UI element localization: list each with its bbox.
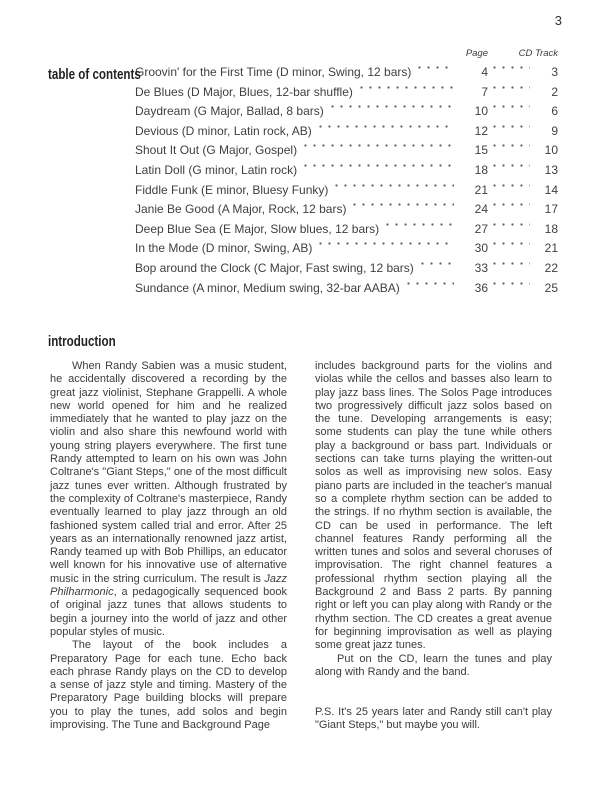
intro-right-column xyxy=(315,360,552,733)
toc-entry-cd-track-number: 14 xyxy=(544,182,558,197)
paragraph-text: When Randy Sabien was a music student, he accidentally discovered a recording by the great jazz violinist, Stephane Grappelli. A whole new world opened for him and he realized immediately that he wanted to play jazz on the violin and also share this newfound world with young string players everywhere. The first tune Randy attempted to learn on his own was John Coltrane's "Giant Steps," one of the most difficult jazz tunes ever written. Although frustrated by the complexity of Coltrane's masterpiece, Randy eventually learned to play jazz through an old fashioned system called trial and error. After 25 years as an internationally renowned jazz artist, Randy teamed up with Bob Phillips, an educator well known for his innovative use of alternative music in the string curriculum. The result is xyxy=(50,360,287,585)
toc-entry-title: De Blues (D Major, Blues, 12-bar shuffle) xyxy=(135,84,353,99)
dot-leader xyxy=(490,239,530,259)
toc-entry-title: Devious (D minor, Latin rock, AB) xyxy=(135,123,312,138)
toc-entry-row xyxy=(135,141,558,161)
toc-page-column-label: Page xyxy=(465,48,488,59)
dot-leader xyxy=(350,200,454,220)
dot-leader xyxy=(383,220,454,240)
toc-entry-cd-track-number: 6 xyxy=(551,104,558,119)
toc-entry-row xyxy=(135,63,558,83)
dot-leader xyxy=(490,102,530,122)
dot-leader xyxy=(490,220,530,240)
toc-entry-title: Fiddle Funk (E minor, Bluesy Funky) xyxy=(135,182,329,197)
intro-paragraph xyxy=(50,639,287,732)
toc-entry-cd-track-number: 10 xyxy=(544,143,558,158)
toc-entry-title: Latin Doll (G minor, Latin rock) xyxy=(135,162,298,177)
dot-leader xyxy=(404,279,454,299)
paragraph-text: includes background parts for the violins and violas while the cellos and basses also learn to play jazz bass lines. The Solos Page introduces two progressively difficult jazz solos based on the tune. Developing arrangements is easy; some students can play the tune while others play a background or bass part. Individuals or sections can take turns playing the written-out solos as well as improvising new solos. Easy piano parts are included in the teacher's manual so a complete rhythm section can be added to the strings. If no rhythm section is available, the CD can be used in performance. The left channel features Randy performing all the written tunes and solos and several choruses of improvisation. The right channel features a professional rhythm section playing all the Background 2 and Bass 2 parts. By panning right or left you can play along with Randy or the rhythm section. The CD creates a great avenue for beginning improvisation as well as playing some great jazz tunes. xyxy=(315,360,552,652)
toc-entry-cd-track-number: 22 xyxy=(544,260,558,275)
toc-entry-row xyxy=(135,122,558,142)
dot-leader xyxy=(490,122,530,142)
paragraph-text: The layout of the book includes a Preparatory Page for each tune. Echo back each phrase Randy plays on the CD to develop a sense of jazz style and timing. Mastery of the Preparatory Page building blocks will prepare you to play the tunes, add solos and begin improvising. The Tune and Background Page xyxy=(50,639,287,732)
toc-entry-cd-track-number: 13 xyxy=(544,162,558,177)
paragraph-text: , a pedagogically sequenced book of original jazz tunes that allows students to begin a journey into the world of jazz and other popular styles of music. xyxy=(50,586,287,638)
introduction-heading: introduction xyxy=(48,334,116,350)
toc-entry-row xyxy=(135,259,558,279)
dot-leader xyxy=(490,63,530,83)
toc-entry-cd-track-number: 2 xyxy=(551,84,558,99)
introduction-body xyxy=(50,360,552,733)
toc-entry-row xyxy=(135,161,558,181)
dot-leader xyxy=(328,102,454,122)
intro-paragraph xyxy=(315,360,552,653)
toc-entry-row xyxy=(135,181,558,201)
paragraph-text: P.S. It's 25 years later and Randy still can't play "Giant Steps," but maybe you will. xyxy=(315,706,552,732)
toc-entry-page-number: 30 xyxy=(474,241,488,256)
toc-entry-cd-track-number: 18 xyxy=(544,221,558,236)
dot-leader xyxy=(332,181,454,201)
toc-entry-page-number: 10 xyxy=(474,104,488,119)
toc-column-headers xyxy=(135,48,558,59)
toc-entry-page-number: 33 xyxy=(474,260,488,275)
toc-entry-row xyxy=(135,279,558,299)
italic-book-title: Jazz Philharmonic xyxy=(50,572,287,599)
toc-entry-page-number: 15 xyxy=(474,143,488,158)
toc-entry-page-number: 27 xyxy=(474,221,488,236)
toc-entry-title: Groovin' for the First Time (D minor, Swing, 12 bars) xyxy=(135,65,412,79)
toc-entry-cd-track-number: 21 xyxy=(544,241,558,256)
toc-entry-title: Janie Be Good (A Major, Rock, 12 bars) xyxy=(135,202,347,217)
table-of-contents-section xyxy=(48,48,558,298)
toc-entries xyxy=(135,48,558,298)
toc-entry-page-number: 12 xyxy=(474,123,488,138)
toc-entry-page-number: 36 xyxy=(474,280,488,295)
toc-entry-cd-track-number: 25 xyxy=(544,280,558,295)
dot-leader xyxy=(490,200,530,220)
dot-leader xyxy=(490,279,530,299)
dot-leader xyxy=(316,239,454,259)
dot-leader xyxy=(301,161,454,181)
toc-heading: table of contents xyxy=(48,67,141,83)
toc-entry-page-number: 7 xyxy=(481,84,488,99)
toc-entry-title: In the Mode (D minor, Swing, AB) xyxy=(135,241,313,256)
toc-entry-row xyxy=(135,239,558,259)
intro-left-column xyxy=(50,360,287,733)
toc-entry-cd-track-number: 9 xyxy=(551,123,558,138)
intro-paragraph xyxy=(315,706,552,733)
toc-entry-row xyxy=(135,220,558,240)
intro-paragraph xyxy=(50,360,287,639)
toc-entry-title: Daydream (G Major, Ballad, 8 bars) xyxy=(135,104,324,119)
dot-leader xyxy=(490,259,530,279)
toc-entry-cd-track-number: 17 xyxy=(544,202,558,217)
toc-entry-title: Shout It Out (G Major, Gospel) xyxy=(135,143,298,158)
dot-leader xyxy=(490,161,530,181)
dot-leader xyxy=(490,181,530,201)
toc-entry-page-number: 18 xyxy=(474,162,488,177)
dot-leader xyxy=(357,83,454,103)
dot-leader xyxy=(301,141,454,161)
dot-leader xyxy=(490,83,530,103)
toc-row-list xyxy=(135,63,558,298)
toc-entry-row xyxy=(135,200,558,220)
toc-entry-row xyxy=(135,83,558,103)
toc-entry-cd-track-number: 3 xyxy=(551,65,558,79)
toc-entry-title: Sundance (A minor, Medium swing, 32-bar AABA) xyxy=(135,280,400,295)
toc-layout xyxy=(48,48,558,298)
intro-paragraph xyxy=(315,653,552,680)
toc-entry-title: Bop around the Clock (C Major, Fast swing, 12 bars) xyxy=(135,260,414,275)
toc-entry-row xyxy=(135,102,558,122)
dot-leader xyxy=(415,63,454,83)
toc-entry-title: Deep Blue Sea (E Major, Slow blues, 12 bars) xyxy=(135,221,380,236)
dot-leader xyxy=(418,259,454,279)
toc-entry-page-number: 24 xyxy=(474,202,488,217)
toc-entry-page-number: 21 xyxy=(474,182,488,197)
toc-entry-page-number: 4 xyxy=(481,65,488,79)
paragraph-text: Put on the CD, learn the tunes and play along with Randy and the band. xyxy=(315,652,552,678)
dot-leader xyxy=(316,122,454,142)
toc-cd-track-column-label: CD Track xyxy=(518,48,558,59)
page-number: 3 xyxy=(554,13,562,28)
dot-leader xyxy=(490,141,530,161)
